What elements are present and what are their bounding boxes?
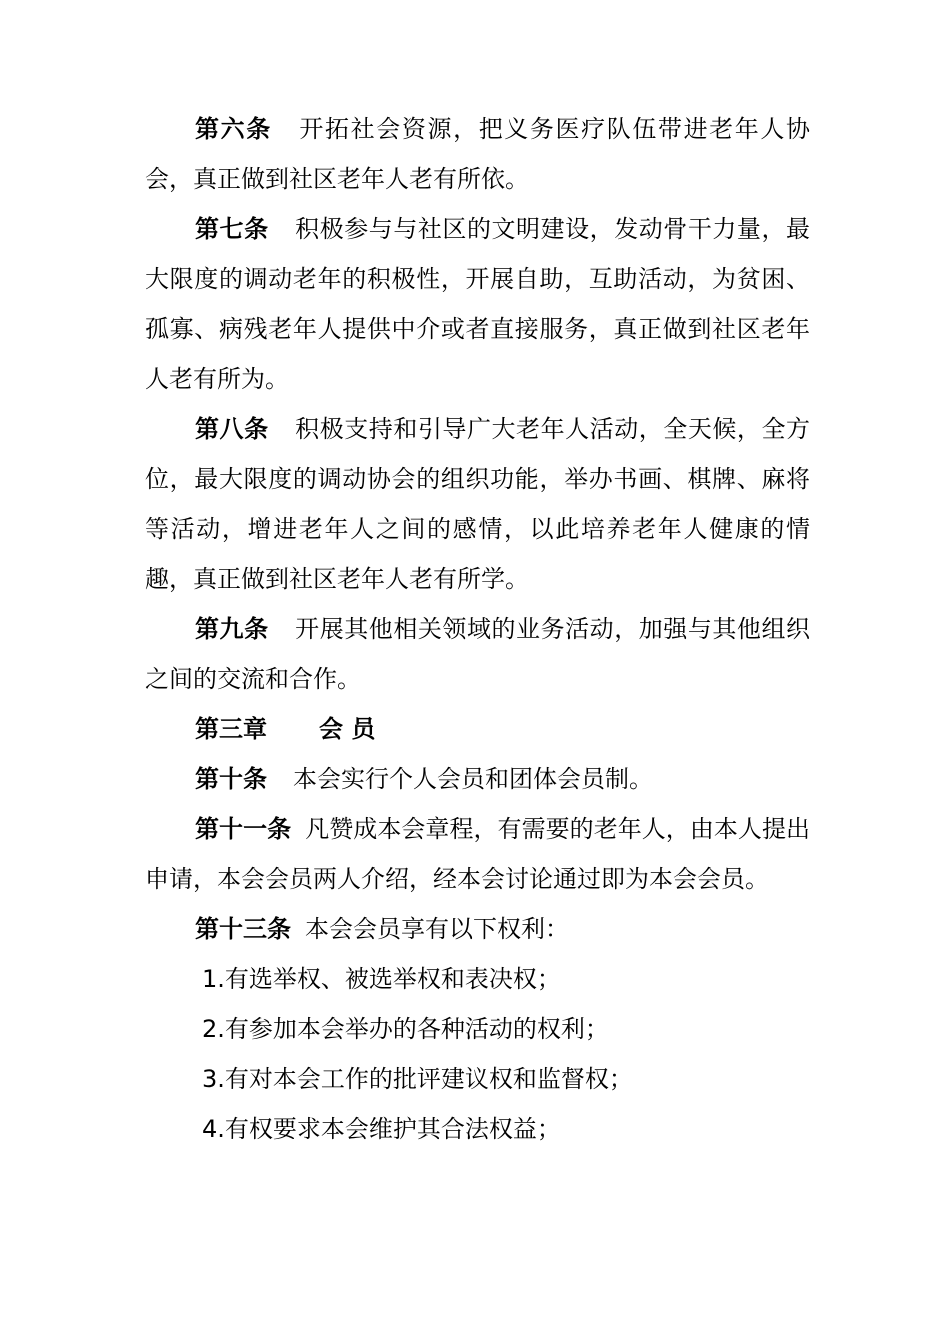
article-10-body: 本会实行个人会员和团体会员制。 bbox=[293, 765, 653, 793]
article-13-heading: 第十三条 bbox=[195, 915, 291, 943]
article-11-heading: 第十一条 bbox=[195, 815, 292, 843]
chapter-number: 第三章 bbox=[195, 715, 267, 743]
rights-item-2: 2.有参加本会举办的各种活动的权利； bbox=[202, 1015, 609, 1043]
article-9-heading: 第九条 bbox=[195, 615, 269, 643]
article-8-heading: 第八条 bbox=[195, 415, 269, 443]
article-11 bbox=[145, 804, 810, 904]
rights-item-1: 1.有选举权、被选举权和表决权； bbox=[202, 965, 561, 993]
article-11-body: 凡赞成本会章程，有需要的老年人，由本人提出申请，本会会员两人介绍，经本会讨论通过即为本会会员。 bbox=[145, 815, 811, 893]
article-8-body: 积极支持和引导广大老年人活动，全天候，全方位，最大限度的调动协会的组织功能，举办书画、棋牌、麻将等活动，增进老年人之间的感情，以此培养老年人健康的情趣，真正做到社区老年人老有所学。 bbox=[145, 415, 810, 593]
article-6-body: 开拓社会资源，把义务医疗队伍带进老年人协会，真正做到社区老年人老有所依。 bbox=[145, 115, 811, 193]
article-7-body: 积极参与与社区的文明建设，发动骨干力量，最大限度的调动老年的积极性，开展自助，互助活动，为贫困、孤寡、病残老年人提供中介或者直接服务，真正做到社区老年人老有所为。 bbox=[145, 215, 810, 393]
article-13-body: 本会会员享有以下权利： bbox=[305, 915, 569, 943]
rights-item-3: 3.有对本会工作的批评建议权和监督权； bbox=[202, 1065, 633, 1093]
chapter-title: 会 员 bbox=[319, 715, 376, 743]
article-13 bbox=[145, 904, 810, 954]
rights-item-4: 4.有权要求本会维护其合法权益； bbox=[202, 1115, 561, 1143]
article-6 bbox=[145, 104, 810, 204]
article-10-heading: 第十条 bbox=[195, 765, 267, 793]
article-10 bbox=[145, 754, 810, 804]
article-7 bbox=[145, 204, 810, 404]
article-9 bbox=[145, 604, 810, 704]
article-9-body: 开展其他相关领域的业务活动，加强与其他组织之间的交流和合作。 bbox=[145, 615, 810, 693]
article-6-heading: 第六条 bbox=[195, 115, 272, 143]
article-7-heading: 第七条 bbox=[195, 215, 269, 243]
article-8 bbox=[145, 404, 810, 604]
document-page bbox=[145, 104, 810, 1154]
chapter-heading bbox=[145, 704, 810, 754]
